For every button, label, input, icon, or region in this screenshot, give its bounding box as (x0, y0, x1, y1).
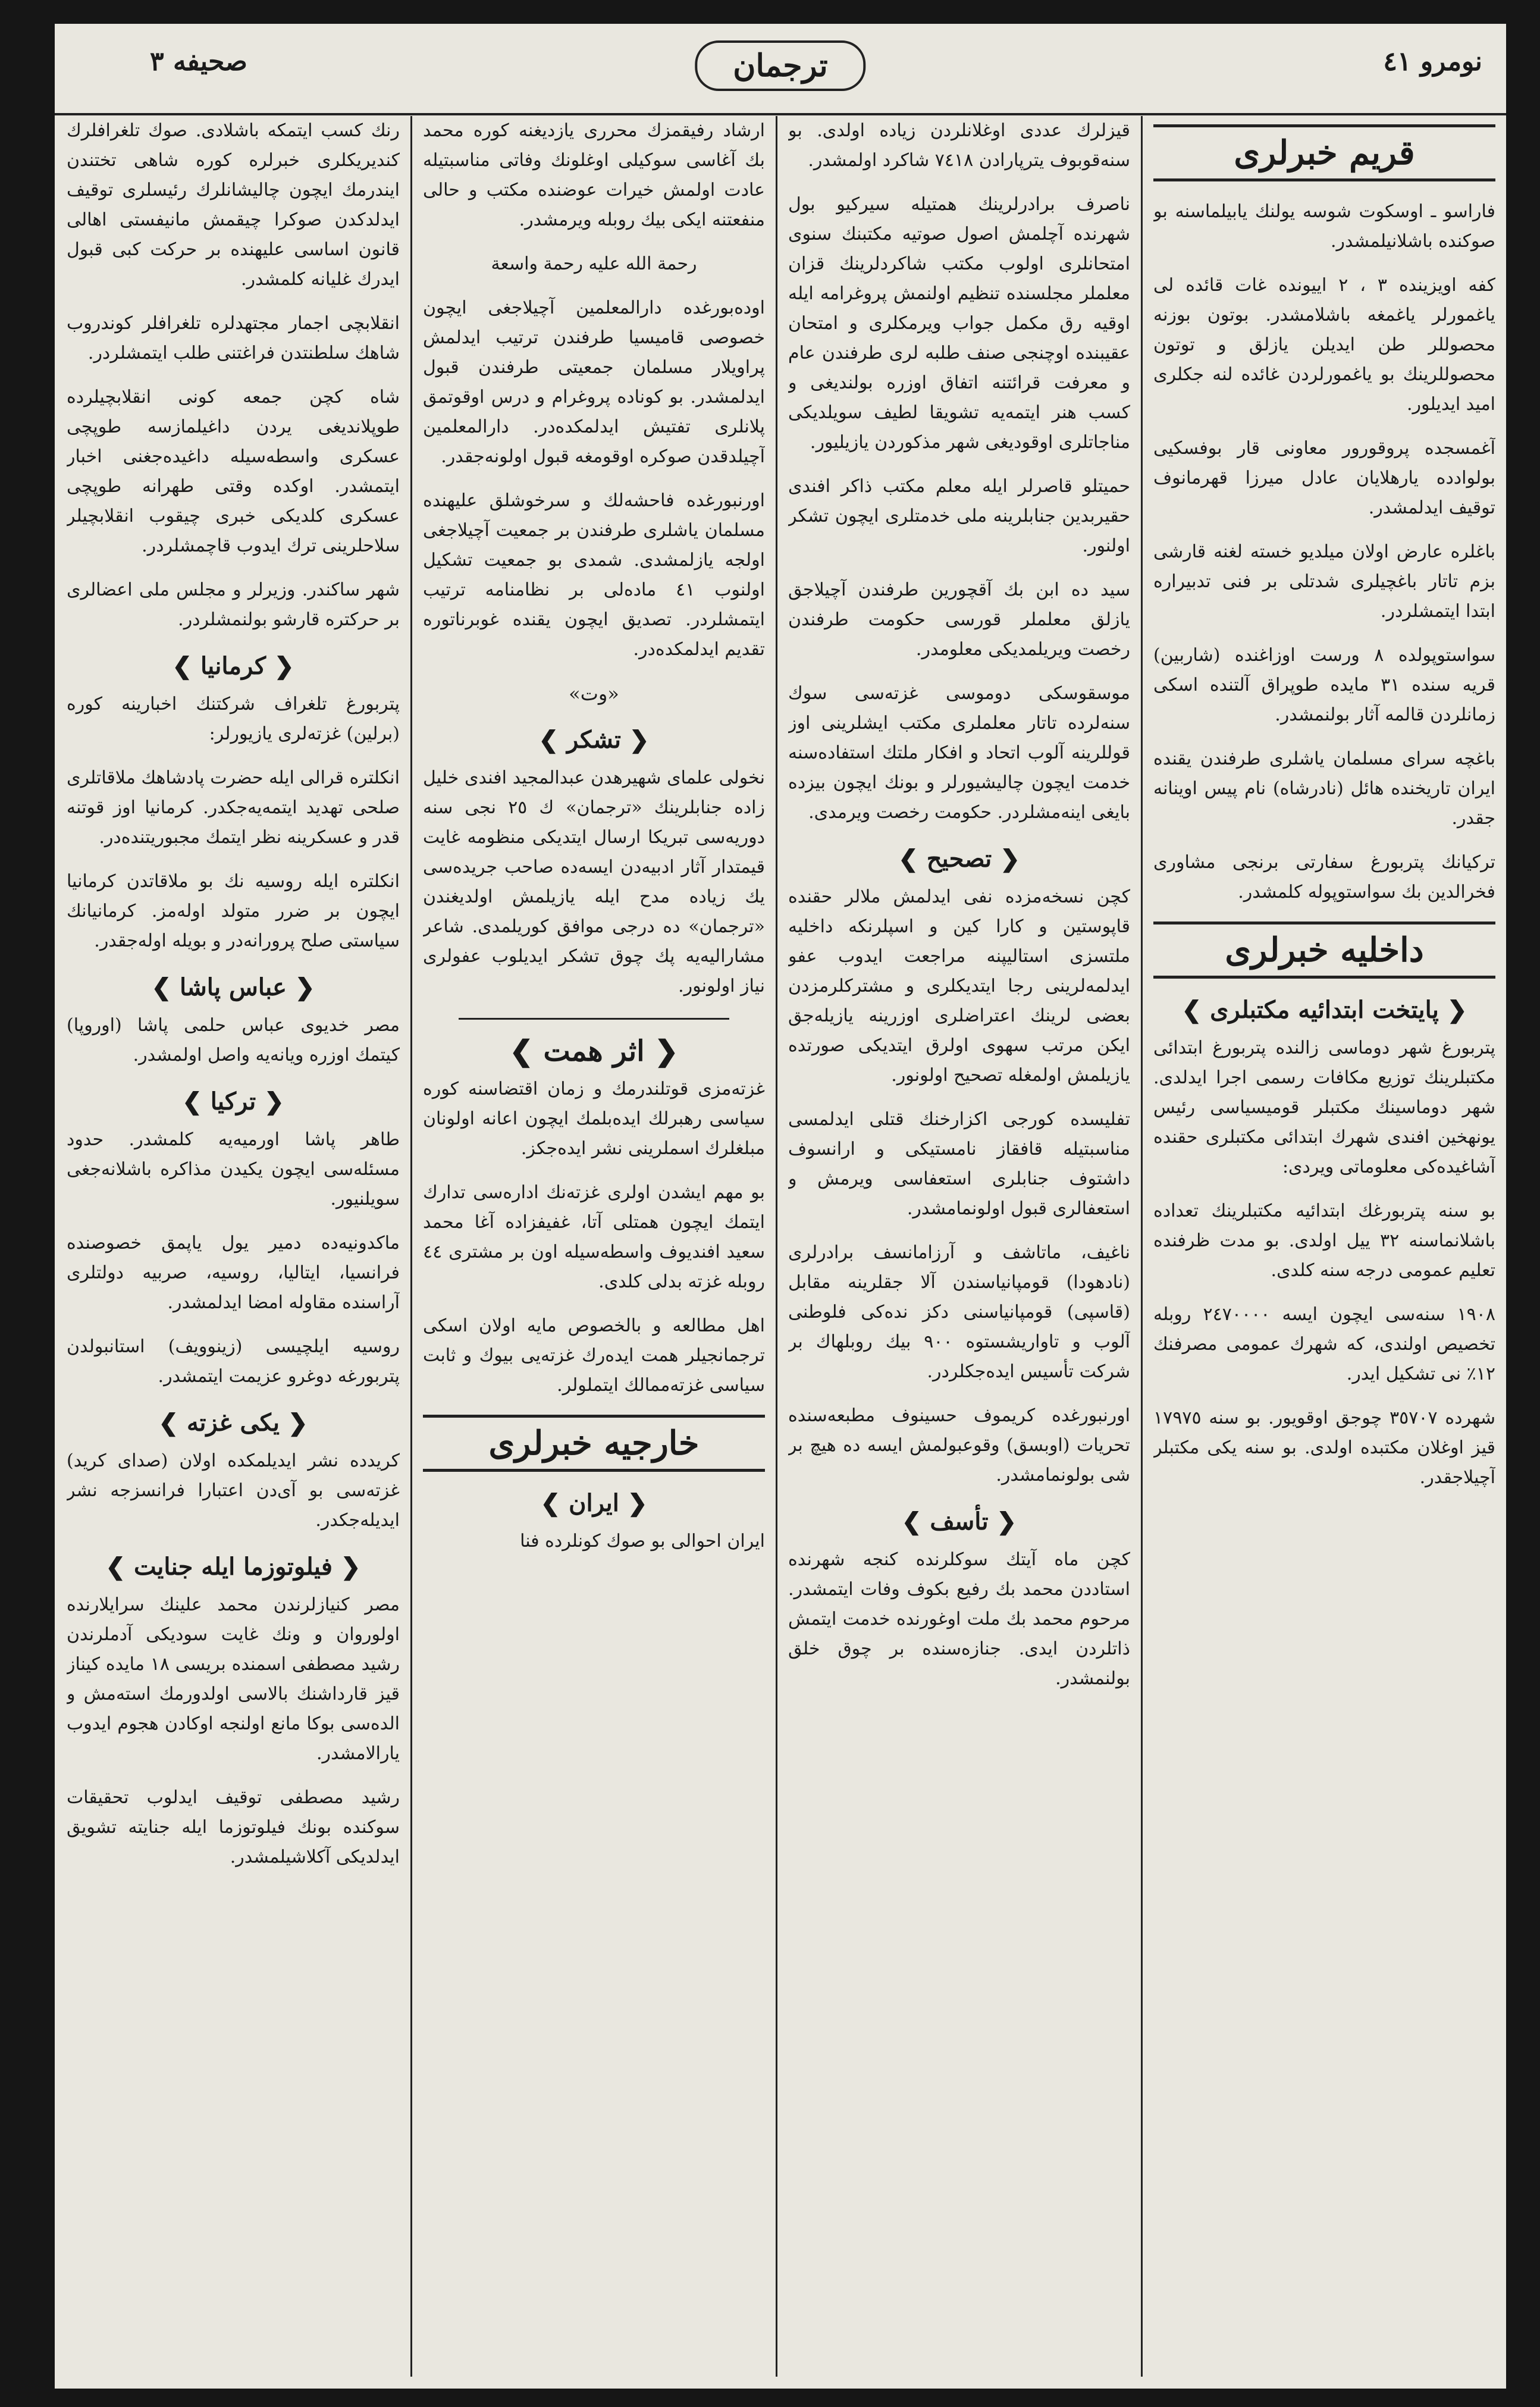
article-paragraph: شهر ساكندر. وزيرلر و مجلس ملی اعضالری بر حركتره قارشو بولنمشلردر. (67, 579, 400, 630)
subheading: ❮ يكی غزته ❯ (67, 1408, 400, 1438)
subheading: ❮ فيلوتوزما ايله جنايت ❯ (67, 1552, 400, 1582)
article-paragraph: طاهر پاشا اورميه‌يه كلمشدر. حدود مسئله‌سی ايچون يكيدن مذاكره باشلانه‌جغی سويلنيور. (67, 1129, 400, 1209)
column-3 (423, 116, 765, 2377)
article-paragraph: تفليسده كورجی اكزارخنك قتلی ايدلمسی مناسبتيله قافقاز نامستيكی و ارانسوف داشتوف جنابلری استعفاسی ويرمش و استعفالری قبول اولونمامشدر. (788, 1109, 1130, 1219)
section-title-domestic: داخليه خبرلری (1153, 922, 1495, 979)
article-paragraph: شهرده ٣٥٧٠٧ چوجق اوقويور. بو سنه ١٧٩٧٥ قيز اوغلان مكتبده اولدی. بو سنه يكی مكتبلر آچيلاجقدر. (1153, 1408, 1495, 1488)
article-paragraph: غزته‌مزی قوتلندرمك و زمان اقتضاسنه كوره سياسی رهبرلك ايده‌بلمك ايچون اعانه اولونان مبلغلرك اسملرينی نشر ايده‌جكز. (423, 1079, 765, 1159)
article-paragraph: شاه كچن جمعه كونی انقلابچيلرده طوپلانديغی يردن داغيلمازسه طوپچی عسكری واسطه‌سيله داغيده‌جغنی اخبار ايتمشدر. اوكده وقتی طهرانه طوپچی عسكری كلديكی خبری چيقوب انقلابچيلر سلاحلرينی ترك ايدوب قاچمشلردر. (67, 387, 400, 556)
section-title-foreign: خارجيه خبرلری (423, 1415, 765, 1472)
article-paragraph: كچن نسخه‌مزده نفی ايدلمش ملالر حقنده قاپوستين و كارا كين و اسپلرنكه داخليه ملتسزی استاليپنه مراجعت ايدوب عفو ايدلمه‌لرينی رجا ايتديكلری و مشتركلرمزدن بعضی لرينك اعتراضلری اوزرينه يازيله‌جق ايكن مرتب سهوی اولرق ايتديكی صورتده يازيلمش اولمغله تصحيح اولونور. (788, 886, 1130, 1086)
news-item: آغمسجده پروقورور معاونی قار بوفسكيی بولوادده يارهلايان عادل ميرزا قهرمانوف توقيف ايدلمشدر. (1153, 438, 1495, 518)
columns (55, 116, 1506, 2389)
subheading: ❮ پايتخت ابتدائيه مكتبلری ❯ (1153, 995, 1495, 1025)
column-2 (788, 116, 1130, 2377)
end-mark: «وت» (569, 682, 619, 705)
divider (459, 1018, 729, 1020)
article-paragraph: ارشاد رفيقمزك محرری يازديغنه كوره محمد بك آغا‌سی سوكيلی اوغلونك وفاتی مناسبتيله عادت اولمش خيرات عوضنده مكتب و حالی منفعتنه ايكی بيك روبله ويرمشدر. (423, 120, 765, 230)
subheading: ❮ تركيا ❯ (67, 1087, 400, 1117)
article-paragraph: پتربورغ تلغراف شركتنك اخبارينه كوره (برلين) غزته‌لری يازيورلر: (67, 694, 400, 744)
subheading: ❮ ايران ❯ (423, 1488, 765, 1518)
column-rule (1141, 116, 1143, 2377)
news-item: باغچه سرای مسلمان ياشلری طرفندن يقنده ايران تاريخنده هائل (نادرشاه) نام پيس اوينانه جقدر. (1153, 748, 1495, 829)
section-title-crimea: قريم خبرلری (1153, 124, 1495, 181)
column-rule (776, 116, 777, 2377)
article-paragraph: كچن ماه آيتك سوكلرنده كنجه شهرنده استاددن محمد بك رفيع بكوف وفات ايتمشدر. مرحوم محمد بك ملت اوغورنده خدمت ايتمش ذاتلردن ايدی. جنازه‌سنده بر چوق خلق بولنمشدر. (788, 1549, 1130, 1689)
article-paragraph: مصر كنيازلرندن محمد علينك سرايلارنده اولوروان و ونك غايت سوديكی آدملرندن رشيد مصطفی اسمنده بريسی ١٨ مايده كيناز قيز قارداشنك بالاسی اولدورمك استه‌مش و الده‌سی بوكا مانع اولنجه اوكادن هجوم ايدوب يارالامشدر. (67, 1594, 400, 1764)
article-paragraph: ماكدونيه‌ده دمير يول ياپمق خصوصنده فرانسيا، ايتاليا، روسيه، صربيه دولتلری آراسنده مقاوله امضا ايدلمشدر. (67, 1233, 400, 1313)
article-paragraph: اورنبورغده فاحشه‌لك و سرخوشلق عليهنده مسلمان ياشلری طرفندن بر جمعيت آچيلاجغی اولجه يازلمشدی. شمدی بو جمعيت تشكيل اولنوب ٤١ ماده‌لی بر نظامنامه ترتيب ايتمشلردر. تصديق ايچون يقنده غوبرناتوره تقديم ايدلمكده‌در. (423, 490, 765, 660)
article-paragraph: كريدده نشر ايديلمكده اولان (صدای كريد) غزته‌سی بو آی‌دن اعتبارا فرانسزجه نشر ايديله‌جكدر. (67, 1450, 400, 1531)
newspaper-page (55, 24, 1506, 2389)
news-item: سواستوپولده ٨ ورست اوزاغنده (شاربين) قريه سنده ٣١ مايده طوپراق آلتنده اسكی زمانلردن قالمه آثار بولنمشدر. (1153, 645, 1495, 725)
article-paragraph: سيد ده ابن بك آقچورين طرفندن آچيلاجق يازلق معلملر قورسی حكومت طرفندن رخصت ويريلمديكی معلومدر. (788, 579, 1130, 660)
article-paragraph: مصر خديوی عباس حلمی پاشا (اوروپا) كيتمك اوزره ويانه‌يه واصل اولمشدر. (67, 1015, 400, 1065)
subheading: ❮ تأسف ❯ (788, 1507, 1130, 1537)
article-paragraph: رنك كسب ايتمكه باشلادی. صوك تلغرافلرك كنديريكلری خبرلره كوره شاهی تختندن ايندرمك ايچون چاليشانلرك رئيسلری توقيف ايدلدكدن صوكرا چيقمش مانيفستی اهالی قانون اساسی عليهنده بر حركت كبی قبول ايدرك غليانه كلمشدر. (67, 120, 400, 290)
news-item: باغلره عارض اولان ميلديو خسته لغنه قارشی بزم تاتار باغچيلری شدتلی بر فنی تدبيراره ابتدا ايتمشلردر. (1153, 541, 1495, 622)
article-paragraph: بو مهم ايشدن اولری غزته‌نك اداره‌سی تدارك ايتمك ايچون همتلی آتا، غفيفزاده آغا محمد سعيد افنديوف واسطه‌سيله اون بر مشتری ٤٤ روبله غزته بدلی كلدی. (423, 1182, 765, 1292)
subheading: ❮ تصحيح ❯ (788, 844, 1130, 874)
article-paragraph: پتربورغ شهر دوماسی زالنده پتربورغ ابتدائی مكتبلرينك توزيع مكافات رسمی اجرا ايدلدی. شهر دوماسينك مكتبلر قوميسياسی رئيس يونهخين افندی شهرك ابتدائی مكتبلری حقنده آشاغيده‌كی معلوماتی ويردی: (1153, 1038, 1495, 1177)
column-1 (1153, 116, 1495, 2377)
news-item: تركيانك پتربورغ سفارتی برنجی مشاوری فخرالدين بك سواستوپوله كلمشدر. (1153, 852, 1495, 902)
column-rule (410, 116, 412, 2377)
article-paragraph: اورنبورغده كريموف حسينوف مطبعه‌سنده تحريات (اوبسق) وقوعبولمش ايسه ده هيچ بر شی بولونمامشدر. (788, 1405, 1130, 1485)
subheading: ❮ كرمانيا ❯ (67, 651, 400, 681)
article-paragraph: ناغيف، ماتاشف و آرزامانسف برادرلری (نادهودا) قومپانياسندن آلا جقلرينه مقابل (قاسپی) قومپانياسنی دكز نده‌كی فلوطنی آلوب و تاواريشستوه ٩٠٠ بيك روبلهاك بر شركت تأسيس ايده‌جكلردر. (788, 1242, 1130, 1382)
article-paragraph: اوده‌بورغده دارالمعلمين آچيلاجغی ايچون خصوصی قاميسيا طرفندن ترتيب ايدلمش پراويلار مسلمان جمعيتی طرفندن قبول ايدلمشدر. بو كوناده پروغرام و درس اوقوتمق پلانلری تفتيش ايدلمكده‌در. دارالمعلمين آچيلدقدن صوكره اوقومغه قبول اولونه‌جقدر. (423, 297, 765, 467)
article-paragraph: انكلتره قرالی ايله حضرت پادشاهك ملاقاتلری صلحی تهديد ايتمه‌يه‌جكدر. كرمانيا اوز قوتنه قدر و عسكرينه نظر ايتمك مجبوريتنده‌در. (67, 767, 400, 848)
article-paragraph: قيزلرك عددی اوغلانلردن زياده اولدی. بو سنه‌قوبوف يترپارادن ٧٤١٨ شاكرد اولمشدر. (788, 120, 1130, 171)
news-item: فاراسو ـ اوسكوت شوسه يولنك يابيلماسنه بو صوكنده باشلانيلمشدر. (1153, 201, 1495, 252)
page-number: صحيفه ٣ (150, 46, 247, 77)
article-paragraph: موسقوسكی دوموسی غزته‌سی سوك سنه‌لرده تاتار معلملری مكتب ايشلرينی اوز قوللرينه آلوب اتحاد و افكار ملتك استفاده‌سنه خدمت ايچون چاليشيورلر و بونك ايچون بيزده بايغی اينه‌مشلردر. حكومت رخصت ويرمدی. (788, 683, 1130, 823)
article-paragraph: اهل مطالعه و بالخصوص مايه اولان اسكی ترجمانجيلر همت ايده‌رك غزته‌يی بيوك و ثابت سياسی غزته‌ممالك ايتملولر. (423, 1315, 765, 1396)
page-header (55, 24, 1506, 115)
article-paragraph: ايران احوالی بو صوك كونلرده فنا (520, 1531, 765, 1552)
news-item: كفه اويزينده ٣ ، ٢ اييونده غات قائده لی ياغمورلر ياغمغه باشلامشدر. بوتون بوزنه محصوللر طن ايديلن يازلق و توتون محصوللرينك بو ياغمورلردن غائده لنه جكلری اميد ايديلور. (1153, 275, 1495, 415)
subheading: ❮ عباس پاشا ❯ (67, 973, 400, 1002)
article-paragraph: رشيد مصطفی توقيف ايدلوب تحقيقات سوكنده بونك فيلوتوزما ايله جنايته تشويق ايدلديكی آكلاشيلمشدر. (67, 1787, 400, 1867)
article-paragraph: ناصرف برادرلرينك همتيله سيركيو بول شهرنده آچلمش اصول صوتيه مكتبنك سنوی امتحانلری اولوب مكتب شاكردلرينك قزان معلملر مجلسنده تنظيم اولنمش پروغرامه ايله اوقيه رق مكمل جواب ويرمكلری و امتحان عقيبنده اوچنجی صنف طلبه لری طرفندن عام و معرفت قرائتنه اتفاق اوزره بولنديغی و كسب هنر ايتمه‌يه تشويقا لطيف سويلديكی مناجاتلری اوقوديغی شهر مذكوردن يازيليور. (788, 194, 1130, 453)
column-4 (67, 116, 400, 2377)
issue-number: نومرو ٤١ (1383, 46, 1482, 77)
newspaper-title: ترجمان (695, 40, 865, 91)
subheading: ❮ تشكر ❯ (423, 725, 765, 755)
article-paragraph: حميتلو قاصرلر ايله معلم مكتب ذاكر افندی حقيربدين جنابلرينه ملی خدمتلری ايچون تشكر اولنور. (788, 476, 1130, 556)
subheading: ❮ اثر همت ❯ (423, 1036, 765, 1066)
article-paragraph: انقلابچی اجمار مجتهدلره تلغرافلر كوندروب شاهك سلطنتدن فراغتنی طلب ايتمشلردر. (67, 313, 400, 363)
article-paragraph: نخولی علمای شهيرهدن عبدالمجيد افندی خليل زاده جنابلرينك «ترجمان» ك ٢٥ نجی سنه دوريه‌سی تبريكا ارسال ايتديكی منظومه غايت قيمتدار آثار ادبيه‌دن ايسه‌ده صاحب جريده‌سی يك زياده مدح ايله يازيلمش اولديغندن «ترجمان» ده درجی موافق كوريلمدی. شاعر مشاراليه‌يه پك چوق تشكر ايديلوب عفولری نياز اولونور. (423, 767, 765, 996)
article-paragraph: رحمة الله عليه رحمة واسعة (491, 253, 697, 274)
article-paragraph: روسيه ايلچيسی (زينوويف) استانبولدن پتربورغه دوغرو عزيمت ايتمشدر. (67, 1336, 400, 1387)
article-paragraph: انكلتره ايله روسيه نك بو ملاقاتدن كرمانيا ايچون بر ضرر متولد اوله‌مز. كرمانيانك سياستی صلح پرورانه‌در و بويله اوله‌جقدر. (67, 871, 400, 951)
article-paragraph: بو سنه پتربورغك ابتدائيه مكتبلرينك تعداده باشلانماسنه ٣٢ ييل اولدی. بو مدت ظرفنده تعليم عمومی درجه سنه كلدی. (1153, 1201, 1495, 1281)
article-paragraph: ١٩٠٨ سنه‌سی ايچون ايسه ٢٤٧٠٠٠٠ روبله تخصيص اولندی، كه شهرك عمومی مصرفنك ١٢٪ نی تشكيل ايدر. (1153, 1304, 1495, 1384)
